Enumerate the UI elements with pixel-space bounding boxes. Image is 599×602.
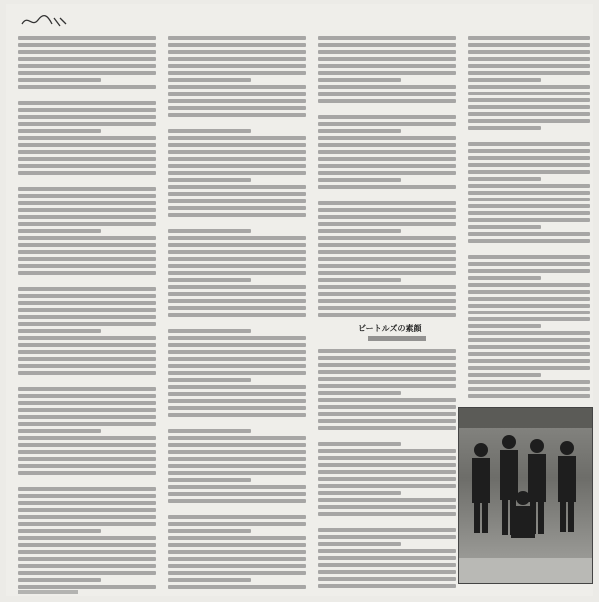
- text-line: [318, 384, 456, 388]
- text-line: [168, 585, 306, 589]
- text-line: [18, 550, 156, 554]
- text-line: [168, 550, 306, 554]
- text-line: [318, 122, 456, 126]
- text-line: [318, 356, 456, 360]
- text-line: [318, 398, 456, 402]
- text-line: [168, 206, 306, 210]
- text-line: [18, 443, 156, 447]
- text-line: [468, 50, 590, 54]
- text-line: [318, 370, 456, 374]
- text-line: [318, 477, 456, 481]
- text-line: [468, 36, 590, 40]
- paragraph-break: [318, 106, 456, 112]
- text-line: [18, 43, 156, 47]
- text-line: [168, 571, 306, 575]
- text-line: [168, 164, 306, 168]
- text-line: [468, 380, 590, 384]
- text-line: [18, 150, 156, 154]
- text-line: [468, 232, 590, 236]
- text-line: [168, 150, 306, 154]
- text-line: [468, 394, 590, 398]
- text-line: [318, 484, 456, 488]
- text-line: [468, 338, 590, 342]
- text-line: [168, 522, 306, 526]
- text-line: [168, 57, 306, 61]
- text-line: [318, 243, 456, 247]
- text-line: [168, 406, 306, 410]
- text-line: [318, 64, 456, 68]
- text-line: [468, 191, 590, 195]
- band-photo: [458, 407, 593, 584]
- text-line: [168, 343, 306, 347]
- text-line: [18, 115, 156, 119]
- text-line: [18, 208, 156, 212]
- text-line: [18, 329, 101, 333]
- handwritten-signature: [20, 12, 70, 30]
- text-line: [168, 257, 306, 261]
- text-line: [168, 450, 306, 454]
- text-line: [468, 255, 590, 259]
- text-line: [168, 199, 306, 203]
- text-line: [318, 349, 456, 353]
- text-line: [18, 436, 156, 440]
- text-line: [18, 422, 156, 426]
- paragraph-break: [168, 320, 306, 326]
- text-line: [168, 492, 306, 496]
- text-line: [468, 352, 590, 356]
- text-line: [468, 297, 590, 301]
- paragraph-break: [168, 220, 306, 226]
- text-line: [18, 264, 156, 268]
- paragraph-break: [18, 92, 156, 98]
- text-line: [318, 542, 401, 546]
- text-line: [168, 371, 306, 375]
- paragraph-break: [168, 506, 306, 512]
- text-column-2: [168, 36, 306, 589]
- text-line: [168, 336, 306, 340]
- text-line: [168, 464, 306, 468]
- text-line: [18, 464, 156, 468]
- text-line: [468, 359, 590, 363]
- text-line: [468, 184, 590, 188]
- text-line: [168, 399, 306, 403]
- text-line: [18, 536, 156, 540]
- text-line: [168, 213, 306, 217]
- text-line: [18, 508, 156, 512]
- text-line: [168, 178, 251, 182]
- text-line: [468, 105, 590, 109]
- text-line: [468, 204, 590, 208]
- text-line: [468, 71, 590, 75]
- text-line: [18, 571, 156, 575]
- paragraph-break: [318, 192, 456, 198]
- text-line: [318, 512, 456, 516]
- text-line: [168, 557, 306, 561]
- text-line: [318, 36, 456, 40]
- text-column-1: [18, 36, 156, 589]
- text-line: [468, 156, 590, 160]
- text-line: [318, 412, 456, 416]
- text-line: [18, 501, 156, 505]
- paragraph-break: [468, 246, 590, 252]
- text-line: [468, 64, 590, 68]
- text-line: [318, 99, 456, 103]
- paragraph-break: [18, 278, 156, 284]
- text-line: [318, 449, 456, 453]
- text-line: [168, 378, 251, 382]
- text-line: [168, 85, 306, 89]
- text-line: [18, 187, 156, 191]
- paragraph-break: [18, 378, 156, 384]
- text-line: [168, 113, 306, 117]
- text-line: [18, 294, 156, 298]
- text-line: [18, 515, 156, 519]
- text-line: [18, 336, 156, 340]
- text-line: [18, 301, 156, 305]
- text-line: [468, 387, 590, 391]
- text-line: [468, 317, 590, 321]
- text-line: [468, 366, 590, 370]
- group-photo-icon: [459, 408, 592, 583]
- text-line: [168, 364, 306, 368]
- text-line: [18, 143, 156, 147]
- text-line: [318, 143, 456, 147]
- text-line: [468, 98, 590, 102]
- text-line: [468, 85, 590, 89]
- text-line: [168, 129, 251, 133]
- text-line: [318, 556, 456, 560]
- text-line: [18, 164, 156, 168]
- text-line: [168, 578, 251, 582]
- text-line: [168, 515, 306, 519]
- text-line: [318, 498, 456, 502]
- text-line: [468, 198, 590, 202]
- text-line: [318, 535, 456, 539]
- text-line: [318, 92, 456, 96]
- text-line: [18, 415, 156, 419]
- text-line: [468, 373, 541, 377]
- text-line: [168, 92, 306, 96]
- text-line: [168, 306, 306, 310]
- text-line: [18, 250, 156, 254]
- text-line: [318, 115, 456, 119]
- text-line: [18, 271, 156, 275]
- liner-notes-sheet: [6, 4, 593, 596]
- text-line: [318, 491, 401, 495]
- text-line: [168, 43, 306, 47]
- text-line: [18, 364, 156, 368]
- text-line: [168, 313, 306, 317]
- text-line: [318, 563, 456, 567]
- text-line: [318, 456, 456, 460]
- paragraph-break: [168, 420, 306, 426]
- text-line: [468, 163, 590, 167]
- text-line: [18, 457, 156, 461]
- text-line: [18, 487, 156, 491]
- text-line: [468, 92, 590, 96]
- text-line: [168, 443, 306, 447]
- text-line: [18, 122, 156, 126]
- text-line: [468, 112, 590, 116]
- text-line: [318, 208, 456, 212]
- text-line: [318, 229, 401, 233]
- text-line: [468, 57, 590, 61]
- text-line: [18, 371, 156, 375]
- text-line: [18, 36, 156, 40]
- text-line: [168, 457, 306, 461]
- text-line: [18, 543, 156, 547]
- text-line: [318, 50, 456, 54]
- text-line: [168, 236, 306, 240]
- text-line: [168, 329, 251, 333]
- text-line: [468, 142, 590, 146]
- text-line: [318, 570, 456, 574]
- text-line: [168, 536, 306, 540]
- text-line: [468, 276, 541, 280]
- text-line: [168, 64, 306, 68]
- text-line: [168, 106, 306, 110]
- text-line: [318, 285, 456, 289]
- text-line: [18, 322, 156, 326]
- text-line: [468, 290, 590, 294]
- text-line: [468, 304, 590, 308]
- text-line: [168, 350, 306, 354]
- text-line: [468, 149, 590, 153]
- text-line: [168, 136, 306, 140]
- text-line: [318, 71, 456, 75]
- text-line: [18, 222, 156, 226]
- text-line: [18, 522, 156, 526]
- text-line: [18, 257, 156, 261]
- text-line: [168, 292, 306, 296]
- text-line: [468, 43, 590, 47]
- text-line: [468, 126, 541, 130]
- text-line: [318, 299, 456, 303]
- text-line: [18, 201, 156, 205]
- text-line: [468, 218, 590, 222]
- paragraph-break: [18, 478, 156, 484]
- text-line: [18, 57, 156, 61]
- text-line: [318, 185, 456, 189]
- text-line: [168, 171, 306, 175]
- text-line: [468, 239, 590, 243]
- text-line: [168, 250, 306, 254]
- text-line: [318, 136, 456, 140]
- text-line: [318, 549, 456, 553]
- text-line: [318, 57, 456, 61]
- text-column-3: [318, 36, 456, 317]
- text-line: [168, 185, 306, 189]
- text-line: [18, 394, 156, 398]
- text-line: [18, 357, 156, 361]
- text-line: [468, 269, 590, 273]
- text-line: [318, 463, 456, 467]
- text-line: [18, 429, 101, 433]
- text-line: [168, 229, 251, 233]
- text-line: [168, 71, 306, 75]
- text-line: [18, 85, 156, 89]
- text-line: [318, 363, 456, 367]
- text-line: [18, 494, 156, 498]
- text-line: [18, 529, 101, 533]
- text-line: [168, 271, 306, 275]
- text-line: [18, 564, 156, 568]
- text-line: [318, 250, 456, 254]
- paragraph-break: [318, 519, 456, 525]
- text-line: [168, 36, 306, 40]
- text-line: [318, 171, 456, 175]
- text-line: [318, 157, 456, 161]
- text-line: [18, 71, 156, 75]
- text-line: [168, 478, 251, 482]
- text-line: [18, 136, 156, 140]
- text-line: [18, 171, 156, 175]
- text-line: [318, 313, 456, 317]
- text-line: [318, 222, 456, 226]
- text-line: [318, 306, 456, 310]
- text-line: [318, 129, 401, 133]
- text-line: [318, 528, 456, 532]
- section-heading: ビートルズの素顔: [358, 324, 422, 333]
- text-line: [18, 229, 101, 233]
- text-line: [168, 499, 306, 503]
- text-line: [18, 287, 156, 291]
- text-line: [318, 201, 456, 205]
- text-line: [18, 236, 156, 240]
- text-line: [18, 315, 156, 319]
- text-line: [18, 215, 156, 219]
- text-line: [318, 85, 456, 89]
- text-line: [468, 78, 541, 82]
- text-line: [168, 543, 306, 547]
- text-line: [318, 426, 456, 430]
- text-column-3-continued: [318, 349, 456, 588]
- text-line: [168, 429, 251, 433]
- paragraph-break: [318, 433, 456, 439]
- text-line: [18, 64, 156, 68]
- text-line: [318, 577, 456, 581]
- text-line: [318, 164, 456, 168]
- text-line: [318, 150, 456, 154]
- text-line: [168, 285, 306, 289]
- text-line: [318, 43, 456, 47]
- text-line: [318, 257, 456, 261]
- text-line: [168, 485, 306, 489]
- text-column-4: [468, 36, 590, 398]
- text-line: [318, 264, 456, 268]
- text-line: [18, 350, 156, 354]
- text-line: [318, 377, 456, 381]
- text-line: [318, 236, 456, 240]
- text-line: [18, 401, 156, 405]
- text-line: [18, 101, 156, 105]
- text-line: [18, 108, 156, 112]
- text-line: [18, 243, 156, 247]
- text-line: [168, 157, 306, 161]
- text-line: [18, 78, 101, 82]
- paragraph-break: [168, 120, 306, 126]
- paragraph-break: [468, 133, 590, 139]
- text-line: [18, 387, 156, 391]
- text-line: [318, 215, 456, 219]
- text-line: [318, 178, 401, 182]
- text-line: [318, 405, 456, 409]
- text-line: [168, 436, 306, 440]
- text-line: [468, 324, 541, 328]
- text-line: [318, 584, 456, 588]
- text-line: [18, 557, 156, 561]
- text-line: [468, 331, 590, 335]
- text-line: [318, 470, 456, 474]
- text-line: [168, 564, 306, 568]
- text-line: [468, 177, 541, 181]
- text-line: [318, 271, 456, 275]
- text-line: [468, 262, 590, 266]
- text-line: [468, 225, 541, 229]
- text-line: [168, 392, 306, 396]
- text-line: [468, 170, 590, 174]
- text-line: [468, 211, 590, 215]
- footer-catalog-code: [18, 590, 78, 594]
- text-line: [468, 311, 590, 315]
- text-line: [318, 419, 456, 423]
- text-line: [168, 357, 306, 361]
- text-line: [18, 450, 156, 454]
- text-line: [18, 129, 101, 133]
- text-line: [18, 308, 156, 312]
- text-line: [168, 99, 306, 103]
- text-line: [318, 292, 456, 296]
- text-line: [468, 345, 590, 349]
- text-line: [168, 78, 251, 82]
- text-line: [168, 471, 306, 475]
- author-byline: [368, 336, 426, 341]
- text-line: [318, 442, 401, 446]
- text-line: [168, 50, 306, 54]
- text-line: [18, 343, 156, 347]
- text-line: [18, 408, 156, 412]
- text-line: [168, 143, 306, 147]
- text-line: [318, 278, 401, 282]
- text-line: [18, 585, 156, 589]
- text-line: [18, 471, 156, 475]
- text-line: [168, 529, 251, 533]
- paragraph-break: [18, 178, 156, 184]
- text-line: [168, 413, 306, 417]
- text-line: [168, 385, 306, 389]
- text-line: [318, 505, 456, 509]
- text-line: [318, 391, 401, 395]
- text-line: [168, 278, 251, 282]
- text-line: [468, 119, 590, 123]
- text-line: [168, 192, 306, 196]
- text-line: [18, 50, 156, 54]
- text-line: [18, 578, 101, 582]
- text-line: [168, 243, 306, 247]
- text-line: [468, 283, 590, 287]
- text-line: [18, 194, 156, 198]
- text-line: [168, 299, 306, 303]
- text-line: [318, 78, 401, 82]
- text-line: [168, 264, 306, 268]
- text-line: [18, 157, 156, 161]
